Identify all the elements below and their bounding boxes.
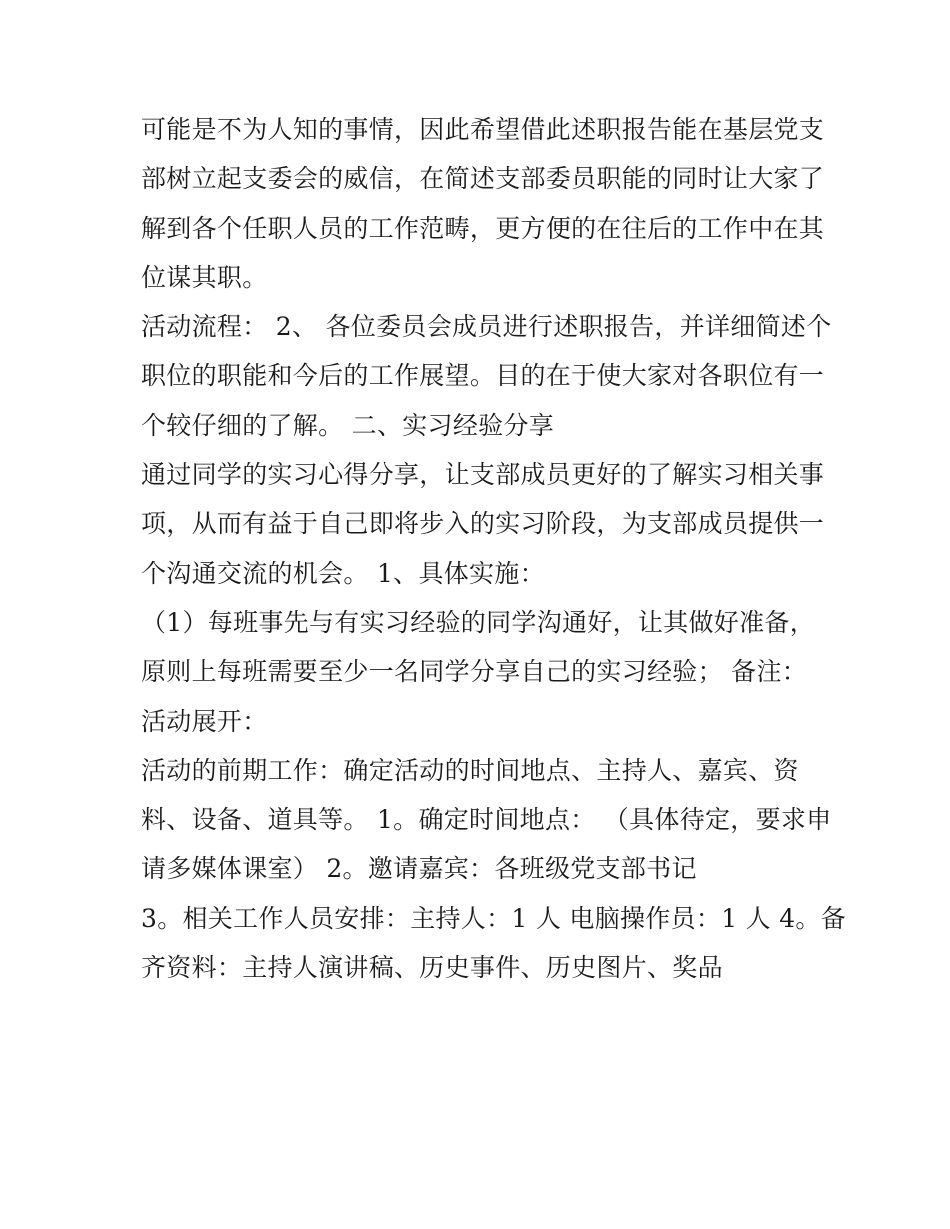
text-line: 料、设备、道具等。 1。确定时间地点： （具体待定，要求申 <box>141 805 832 835</box>
text-line: 个沟通交流的机会。 1、具体实施： <box>141 558 545 588</box>
text-line: 活动流程： 2、 各位委员会成员进行述职报告，并详细简述个 <box>141 312 832 342</box>
text-line: 职位的职能和今后的工作展望。目的在于使大家对各职位有一 <box>141 361 825 391</box>
text-line: 位谋其职。 <box>141 262 268 292</box>
text-line: 请多媒体课室） 2。邀请嘉宾：各班级党支部书记 <box>141 854 697 884</box>
text-line: 部树立起支委会的威信，在简述支部委员职能的同时让大家了 <box>141 164 825 194</box>
text-line: 活动展开： <box>141 706 268 736</box>
text-line: 通过同学的实习心得分享，让支部成员更好的了解实习相关事 <box>141 460 825 490</box>
text-line: 齐资料：主持人演讲稿、历史事件、历史图片、奖品 <box>141 953 723 983</box>
text-line: 解到各个任职人员的工作范畴，更方便的在往后的工作中在其 <box>141 213 825 243</box>
text-line: 项，从而有益于自己即将步入的实习阶段，为支部成员提供一 <box>141 509 825 539</box>
text-line: 原则上每班需要至少一名同学分享自己的实习经验； 备注： <box>141 657 808 687</box>
body-text <box>141 105 847 992</box>
text-line: 可能是不为人知的事情，因此希望借此述职报告能在基层党支 <box>141 115 825 144</box>
text-line: 活动的前期工作：确定活动的时间地点、主持人、嘉宾、资 <box>141 755 799 785</box>
text-line: 个较仔细的了解。 二、实习经验分享 <box>141 410 555 440</box>
text-line: （1）每班事先与有实习经验的同学沟通好，让其做好准备， <box>141 607 816 637</box>
text-line: 3。相关工作人员安排：主持人：1 人 电脑操作员：1 人 4。备 <box>141 903 847 933</box>
